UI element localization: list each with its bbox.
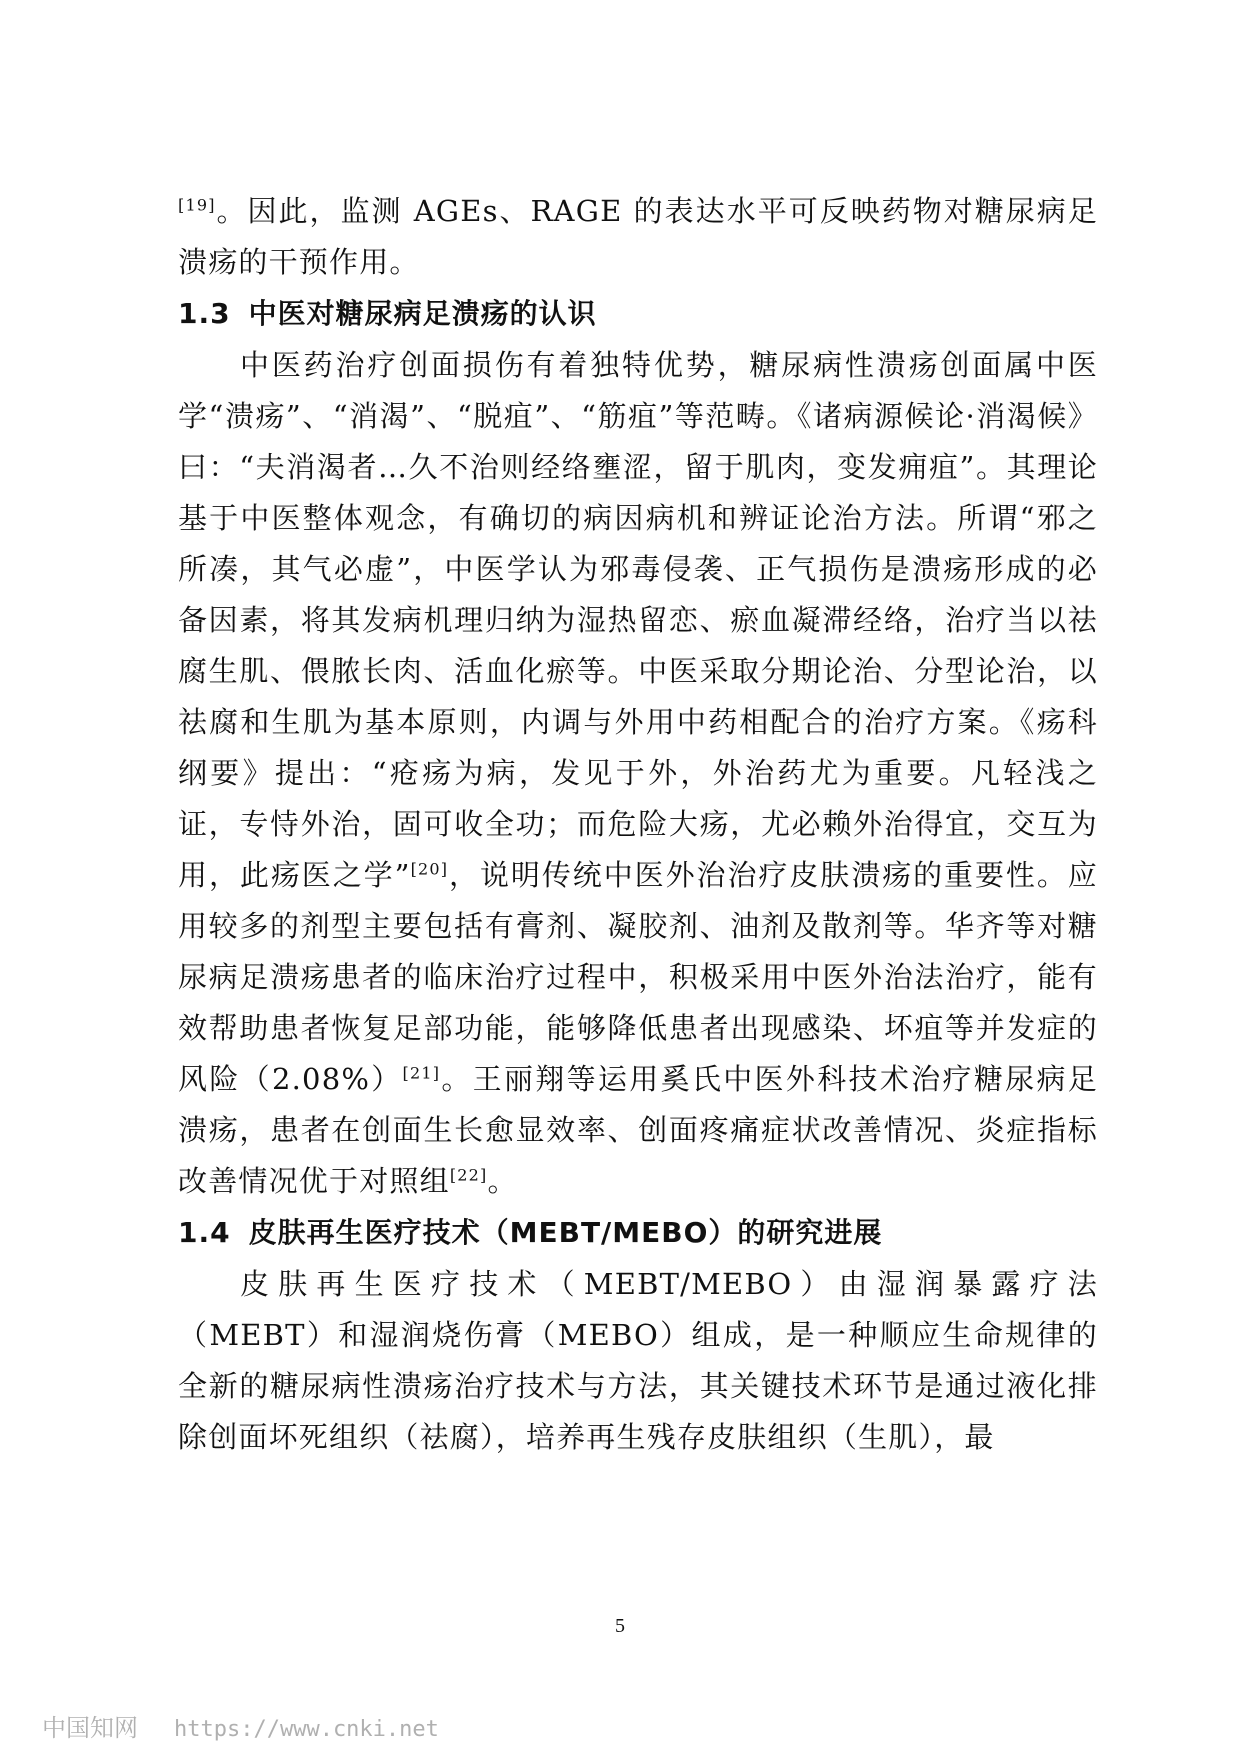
- citation-20[interactable]: [20]: [410, 859, 449, 879]
- citation-22[interactable]: [22]: [449, 1165, 488, 1185]
- paragraph-tcm-recognition: [178, 340, 1098, 1207]
- section-number: 1.3: [178, 297, 231, 330]
- section-title: 中医对糖尿病足溃疡的认识: [248, 297, 597, 330]
- section-heading-1-4: [178, 1207, 1098, 1259]
- paragraph-text-part-4: 。: [487, 1164, 518, 1198]
- page-content: [178, 186, 1098, 1463]
- watermark: [42, 1708, 439, 1743]
- page-number: 5: [615, 1615, 625, 1637]
- paragraph-continued-text: 。因此，监测 AGEs、RAGE 的表达水平可反映药物对糖尿病足溃疡的干预作用。: [178, 194, 1098, 279]
- section-heading-1-3: [178, 288, 1098, 340]
- paragraph-text-part-2: ，说明传统中医外治治疗皮肤溃疡的重要性。应用较多的剂型主要包括有膏剂、凝胶剂、油剂及散剂等。华齐等对糖尿病足溃疡患者的临床治疗过程中，积极采用中医外治法治疗，能有效帮助患者恢复足部功能，能够降低患者出现感染、坏疽等并发症的风险（2.08%）: [178, 858, 1098, 1096]
- paragraph-mebt-mebo: [178, 1259, 1098, 1463]
- paragraph-text-part-1: 中医药治疗创面损伤有着独特优势，糖尿病性溃疡创面属中医学“溃疡”、“消渴”、“脱疽”、“筋疽”等范畴。《诸病源候论·消渴候》曰：“夫消渴者…久不治则经络壅涩，留于肌肉，变发痈疽”。其理论基于中医整体观念，有确切的病因病机和辨证论治方法。所谓“邪之所凑，其气必虚”，中医学认为邪毒侵袭、正气损伤是溃疡形成的必备因素，将其发病机理归纳为湿热留恋、瘀血凝滞经络，治疗当以祛腐生肌、偎脓长肉、活血化瘀等。中医采取分期论治、分型论治，以祛腐和生肌为基本原则，内调与外用中药相配合的治疗方案。《疡科纲要》提出：“疮疡为病，发见于外，外治药尤为重要。凡轻浅之证，专恃外治，固可收全功；而危险大疡，尤必赖外治得宜，交互为用，此疡医之学”: [178, 348, 1098, 892]
- paragraph-text-part-3: 。王丽翔等运用奚氏中医外科技术治疗糖尿病足溃疡，患者在创面生长愈显效率、创面疼痛症状改善情况、炎症指标改善情况优于对照组: [178, 1062, 1098, 1198]
- citation-21[interactable]: [21]: [402, 1063, 441, 1083]
- citation-19[interactable]: [19]: [178, 195, 216, 215]
- watermark-url: https://www.cnki.net: [174, 1717, 439, 1742]
- section-number: 1.4: [178, 1216, 231, 1249]
- paragraph-text: 皮肤再生医疗技术（MEBT/MEBO）由湿润暴露疗法（MEBT）和湿润烧伤膏（MEBO）组成，是一种顺应生命规律的全新的糖尿病性溃疡治疗技术与方法，其关键技术环节是通过液化排除创面坏死组织（祛腐），培养再生残存皮肤组织（生肌），最: [178, 1267, 1098, 1454]
- paragraph-continued: [178, 186, 1098, 288]
- watermark-brand: 中国知网: [42, 1714, 138, 1742]
- section-title: 皮肤再生医疗技术（MEBT/MEBO）的研究进展: [248, 1216, 883, 1249]
